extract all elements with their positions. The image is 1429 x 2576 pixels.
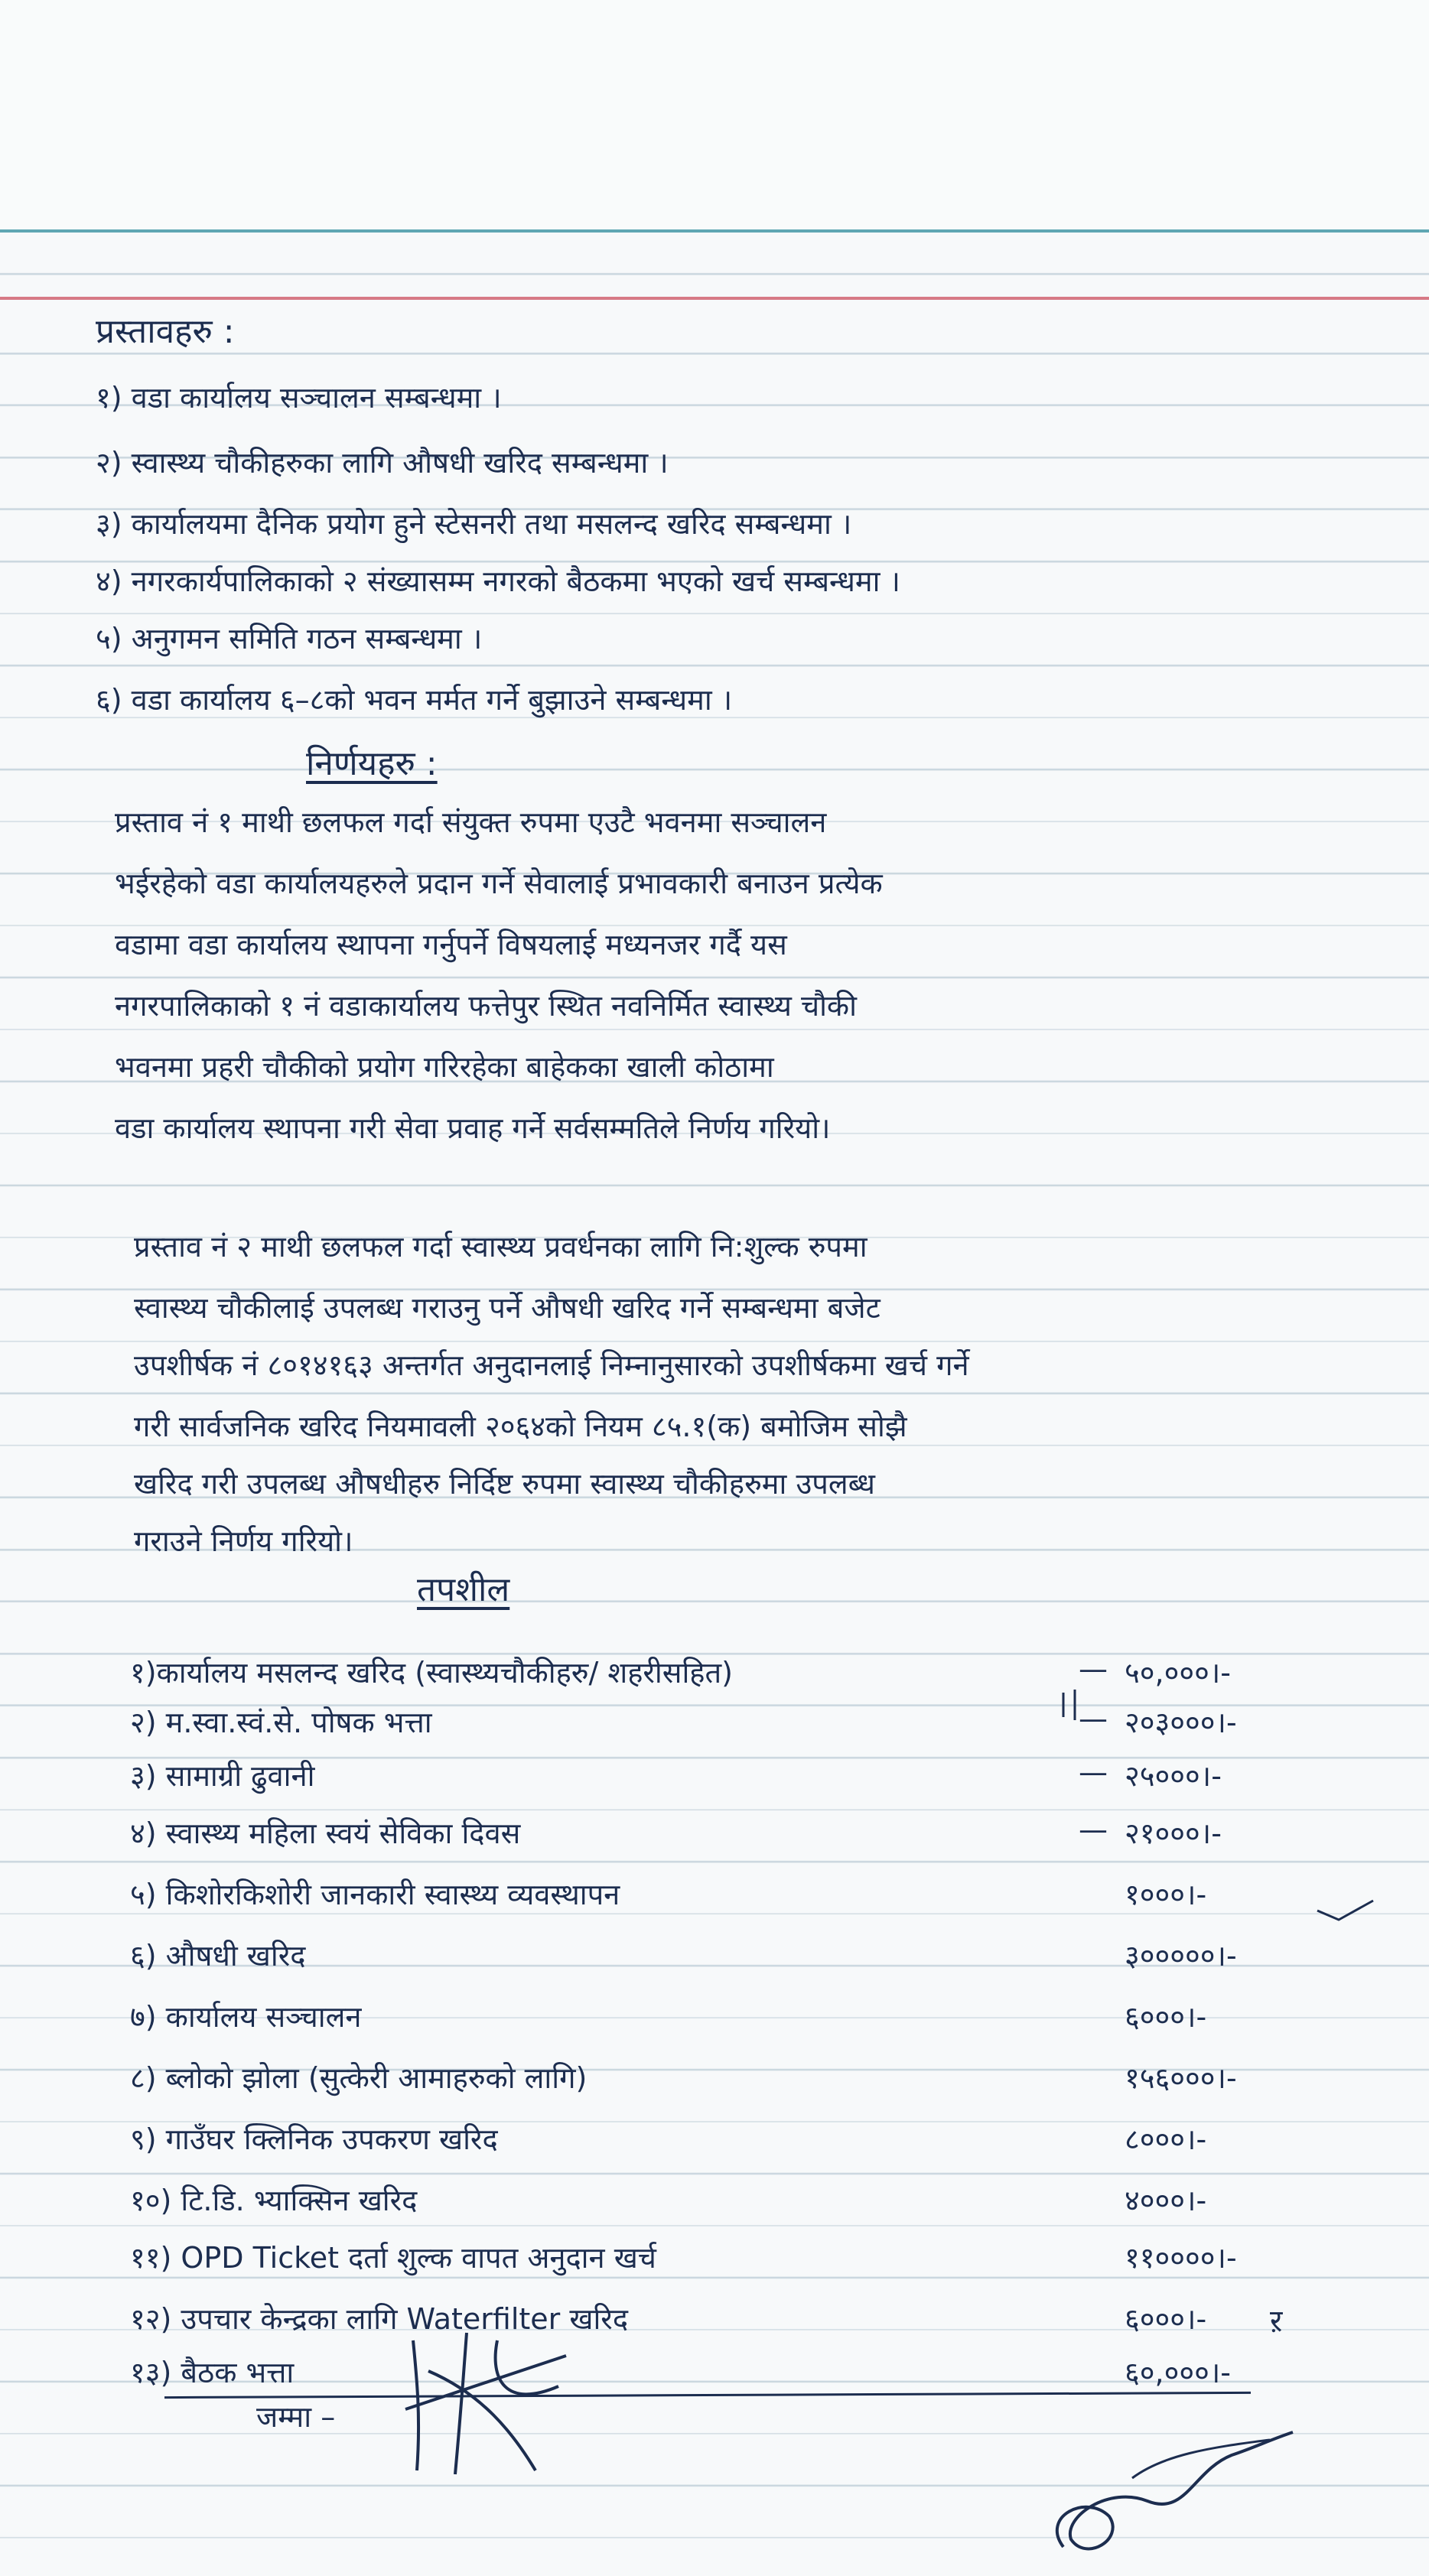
item-dash: — bbox=[1079, 1652, 1108, 1686]
item-row bbox=[130, 1652, 1278, 1698]
item-row bbox=[130, 2237, 1278, 2283]
item-row bbox=[130, 1813, 1278, 1859]
agenda-item: ६) वडा कार्यालय ६–८को भवन मर्मत गर्ने बुझाउने सम्बन्धमा । bbox=[96, 683, 733, 717]
item-amount: २१०००।- bbox=[1125, 1817, 1222, 1850]
item-amount: ६०००।- bbox=[1125, 2000, 1207, 2034]
item-label: ९) गाउँघर क्लिनिक उपकरण खरिद bbox=[130, 2122, 498, 2156]
decision2-line: स्वास्थ्य चौकीलाई उपलब्ध गराउनु पर्ने औषधी खरिद गर्ने सम्बन्धमा बजेट bbox=[134, 1291, 881, 1325]
item-amount: ५०,०००।- bbox=[1125, 1656, 1231, 1690]
item-label: ७) कार्यालय सञ्चालन bbox=[130, 2000, 362, 2034]
decision2-line: प्रस्ताव नं २ माथी छलफल गर्दा स्वास्थ्य प्रवर्धनका लागि नि:शुल्क रुपमा bbox=[134, 1230, 867, 1264]
item-label: ८) ब्लोको झोला (सुत्केरी आमाहरुको लागि) bbox=[130, 2061, 588, 2095]
item-amount: २०३०००।- bbox=[1125, 1706, 1237, 1739]
decision2-line: गराउने निर्णय गरियो। bbox=[134, 1524, 353, 1558]
item-label: १)कार्यालय मसलन्द खरिद (स्वास्थ्यचौकीहरु/ शहरीसहित) bbox=[130, 1656, 733, 1690]
decision1-line: वडामा वडा कार्यालय स्थापना गर्नुपर्ने विषयलाई मध्यनजर गर्दै यस bbox=[115, 928, 787, 961]
item-label: १३) बैठक भत्ता bbox=[130, 2356, 295, 2389]
agenda-item: ४) नगरकार्यपालिकाको २ संख्यासम्म नगरको बैठकमा भएको खर्च सम्बन्धमा । bbox=[96, 564, 900, 598]
decision1-line: भवनमा प्रहरी चौकीको प्रयोग गरिरहेका बाहेकका खाली कोठामा bbox=[115, 1050, 774, 1084]
item-amount: ४०००।- bbox=[1125, 2184, 1207, 2217]
agenda-item: १) वडा कार्यालय सञ्चालन सम्बन्धमा । bbox=[96, 381, 502, 415]
item-dash: — bbox=[1079, 1813, 1108, 1846]
agenda-item: ३) कार्यालयमा दैनिक प्रयोग हुने स्टेसनरी तथा मसलन्द खरिद सम्बन्धमा । bbox=[96, 507, 852, 541]
item-dash: — bbox=[1079, 1702, 1108, 1735]
item-amount: ६०,०००।- bbox=[1125, 2356, 1231, 2389]
decision2-line: खरिद गरी उपलब्ध औषधीहरु निर्दिष्ट रुपमा स्वास्थ्य चौकीहरुमा उपलब्ध bbox=[134, 1467, 875, 1501]
item-label: ५) किशोरकिशोरी जानकारी स्वास्थ्य व्यवस्थापन bbox=[130, 1878, 620, 1911]
item-dash: — bbox=[1079, 1755, 1108, 1789]
item-amount: १०००।- bbox=[1125, 1878, 1207, 1911]
decisions-heading: निर्णयहरु : bbox=[306, 744, 438, 783]
item-label: १०) टि.डि. भ्याक्सिन खरिद bbox=[130, 2184, 418, 2217]
decision2-line: गरी सार्वजनिक खरिद नियमावली २०६४को नियम ८५.१(क) बमोजिम सोझै bbox=[134, 1410, 907, 1443]
decision1-line: वडा कार्यालय स्थापना गरी सेवा प्रवाह गर्ने सर्वसम्मतिले निर्णय गरियो। bbox=[115, 1111, 831, 1145]
margin-rule-red bbox=[0, 297, 1429, 300]
signature-mark-icon bbox=[382, 2325, 581, 2478]
item-label: ३) सामाग्री ढुवानी bbox=[130, 1759, 315, 1793]
decision1-line: भईरहेको वडा कार्यालयहरुले प्रदान गर्ने सेवालाई प्रभावकारी बनाउन प्रत्येक bbox=[115, 867, 883, 900]
page-top-margin bbox=[0, 0, 1429, 229]
total-label: जम्मा – bbox=[256, 2400, 336, 2434]
item-label: १२) उपचार केन्द्रका लागि Waterfilter खरिद bbox=[130, 2302, 629, 2336]
item-amount: ३०००००।- bbox=[1125, 1939, 1237, 1973]
item-amount: २५०००।- bbox=[1125, 1759, 1222, 1793]
item-label: ६) औषधी खरिद bbox=[130, 1939, 306, 1973]
item-amount: ८०००।- bbox=[1125, 2122, 1207, 2156]
item-amount: ६०००।- bbox=[1125, 2302, 1207, 2336]
side-mark: ऱ bbox=[1270, 2304, 1283, 2339]
decision1-line: प्रस्ताव नं १ माथी छलफल गर्दा संयुक्त रुपमा एउटै भवनमा सञ्चालन bbox=[115, 805, 827, 839]
top-rule-teal bbox=[0, 229, 1429, 233]
item-row bbox=[130, 1935, 1278, 1981]
decision1-line: नगरपालिकाको १ नं वडाकार्यालय फत्तेपुर स्थित नवनिर्मित स्वास्थ्य चौकी bbox=[115, 989, 857, 1023]
item-row bbox=[130, 1996, 1278, 2042]
item-row bbox=[130, 2057, 1278, 2103]
details-heading: तपशील bbox=[417, 1570, 510, 1609]
item-label: ४) स्वास्थ्य महिला स्वयं सेविका दिवस bbox=[130, 1817, 521, 1850]
tick-mark-icon bbox=[1060, 1686, 1105, 1725]
agenda-item: ५) अनुगमन समिति गठन सम्बन्धमा । bbox=[96, 622, 483, 655]
check-tick-icon bbox=[1316, 1897, 1377, 1935]
item-row bbox=[130, 1702, 1278, 1748]
proposals-heading: प्रस्तावहरु : bbox=[96, 312, 235, 351]
item-amount: १५६०००।- bbox=[1125, 2061, 1237, 2095]
item-label: ११) OPD Ticket दर्ता शुल्क वापत अनुदान खर्च bbox=[130, 2241, 656, 2275]
decision2-line: उपशीर्षक नं ८०१४१६३ अन्तर्गत अनुदानलाई निम्नानुसारको उपशीर्षकमा खर्च गर्ने bbox=[134, 1348, 969, 1382]
item-amount: ११००००।- bbox=[1125, 2241, 1237, 2275]
item-row bbox=[130, 2298, 1278, 2344]
agenda-item: २) स्वास्थ्य चौकीहरुका लागि औषधी खरिद सम्बन्धमा । bbox=[96, 446, 669, 480]
item-row bbox=[130, 2180, 1278, 2226]
item-row bbox=[130, 2119, 1278, 2165]
item-row bbox=[130, 1755, 1278, 1801]
item-row bbox=[130, 2352, 1278, 2398]
item-label: २) म.स्वा.स्वं.से. पोषक भत्ता bbox=[130, 1706, 432, 1739]
item-row bbox=[130, 1874, 1278, 1920]
signature-scrawl-icon bbox=[1040, 2425, 1300, 2570]
